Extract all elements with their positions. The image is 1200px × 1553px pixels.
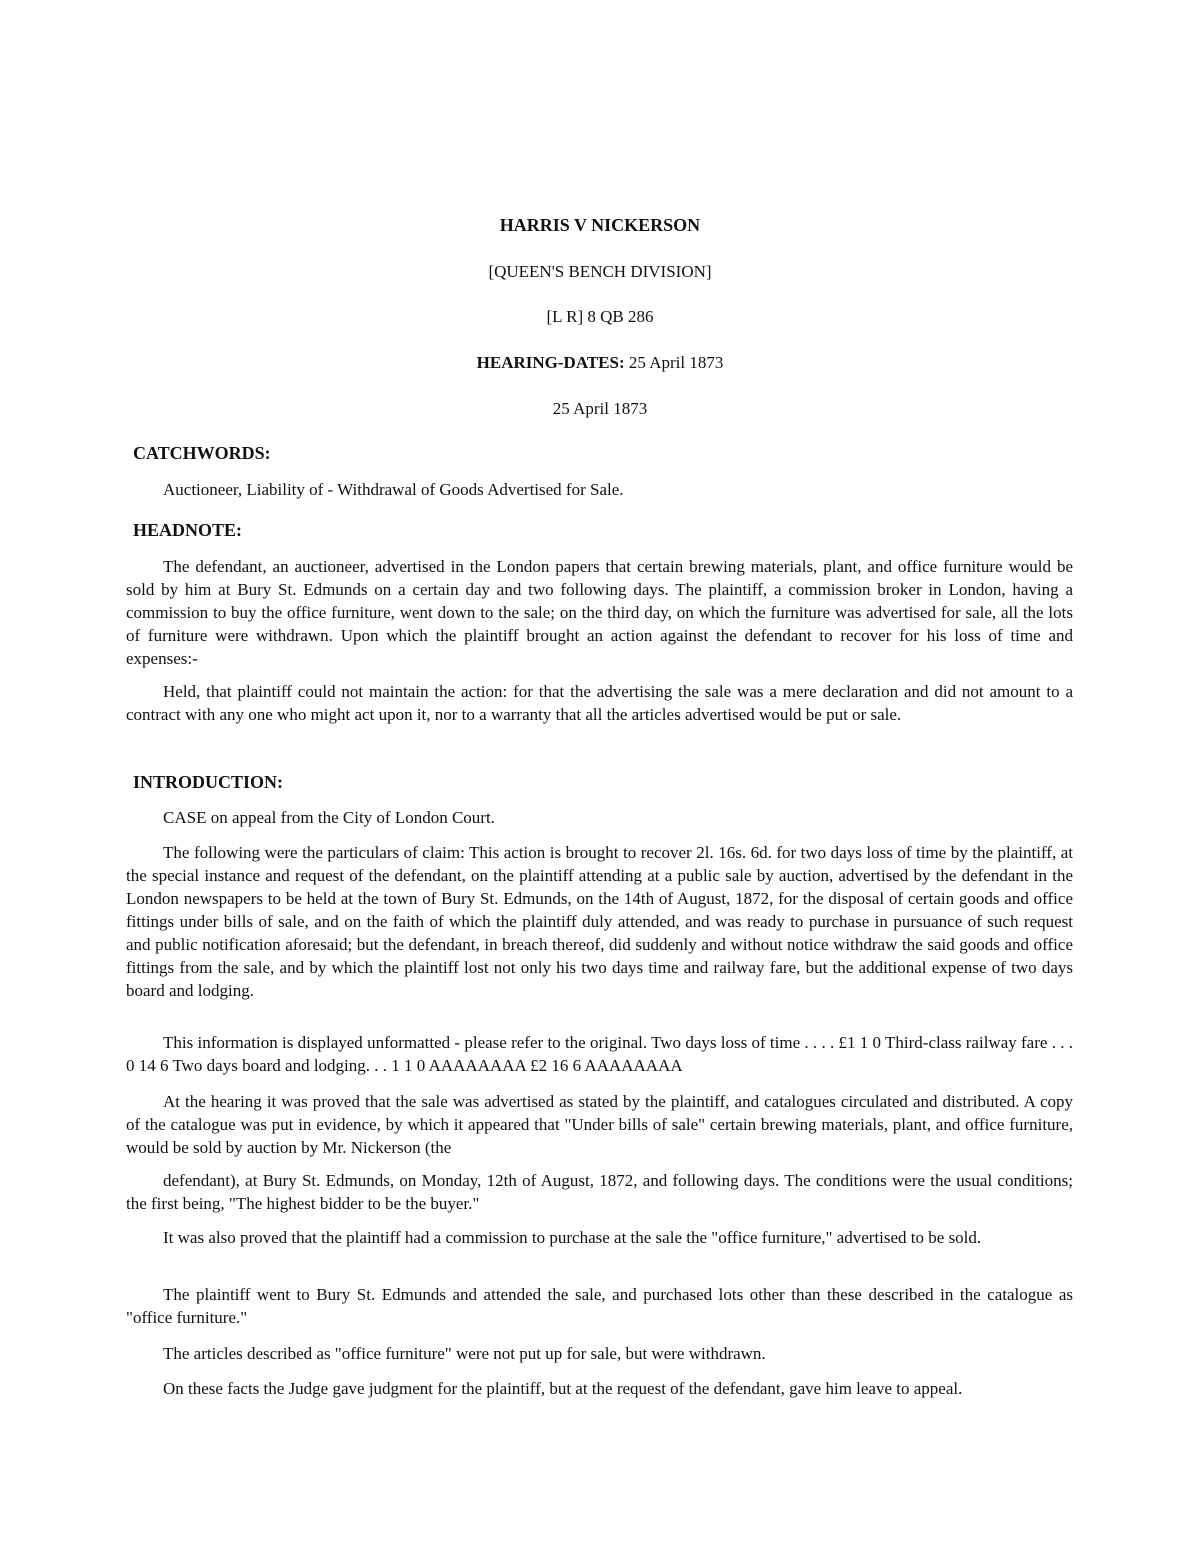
- introduction-heading: INTRODUCTION:: [133, 772, 284, 792]
- court-name: [QUEEN'S BENCH DIVISION]: [488, 262, 712, 281]
- introduction-paragraph-7: The plaintiff went to Bury St. Edmunds and attended the sale, and purchased lots other than these described in the catalogue as "office furniture.": [126, 1285, 1073, 1327]
- headnote-paragraph-2: Held, that plaintiff could not maintain the action: for that the advertising the sale was a mere declaration and did not amount to a contract with any one who might act upon it, nor to a warranty that all the articles advertised would be put or sale.: [126, 682, 1073, 724]
- headnote-heading: HEADNOTE:: [133, 520, 243, 540]
- introduction-paragraph-6: It was also proved that the plaintiff had a commission to purchase at the sale the "office furniture," advertised to be sold.: [163, 1228, 982, 1247]
- introduction-paragraph-1: CASE on appeal from the City of London Court.: [163, 808, 495, 827]
- introduction-paragraph-8: The articles described as "office furniture" were not put up for sale, but were withdrawn.: [163, 1344, 766, 1363]
- case-title: HARRIS V NICKERSON: [499, 215, 701, 235]
- decision-date: 25 April 1873: [552, 399, 648, 418]
- introduction-paragraph-2: The following were the particulars of claim: This action is brought to recover 2l. 16s. 6d. for two days loss of time by the plaintiff, at the special instance and request of the defendant, on the plaintiff attending at a public sale by auction, advertised by the defendant in the London newspapers to be held at the town of Bury St. Edmunds, on the 14th of August, 1872, for the disposal of certain goods and office fittings under bills of sale, and on the faith of which the plaintiff duly attended, and was ready to purchase in pursuance of such request and public notification aforesaid; but the defendant, in breach thereof, did suddenly and without notice withdraw the said goods and office fittings from the sale, and by which the plaintiff lost not only his two days time and railway fare, but the additional expense of two days board and lodging.: [126, 843, 1073, 1000]
- catchwords-heading: CATCHWORDS:: [133, 443, 271, 463]
- introduction-paragraph-5: defendant), at Bury St. Edmunds, on Monday, 12th of August, 1872, and following days. The conditions were the usual conditions; the first being, "The highest bidder to be the buyer.": [126, 1171, 1073, 1213]
- introduction-paragraph-9: On these facts the Judge gave judgment for the plaintiff, but at the request of the defendant, gave him leave to appeal.: [163, 1379, 963, 1398]
- citation: [L R] 8 QB 286: [546, 307, 654, 326]
- introduction-paragraph-3: This information is displayed unformatted - please refer to the original. Two days loss of time . . . . £1 1 0 Third-class railway fare . . . 0 14 6 Two days board and lodging. . . 1 1 0 AAAAAAAA £2 16 6 AAAAAAAA: [126, 1033, 1073, 1075]
- headnote-paragraph-1: The defendant, an auctioneer, advertised in the London papers that certain brewing materials, plant, and office furniture would be sold by him at Bury St. Edmunds on a certain day and two following days. The plaintiff, a commission broker in London, having a commission to buy the office furniture, went down to the sale; on the third day, on which the furniture was advertised for sale, all the lots of furniture were withdrawn. Upon which the plaintiff brought an action against the defendant to recover for his loss of time and expenses:-: [126, 557, 1073, 668]
- hearing-dates: [0, 351, 1200, 374]
- hearing-dates-value: 25 April 1873: [624, 353, 724, 372]
- introduction-paragraph-4: At the hearing it was proved that the sale was advertised as stated by the plaintiff, and catalogues circulated and distributed. A copy of the catalogue was put in evidence, by which it appeared that "Under bills of sale" certain brewing materials, plant, and office furniture, would be sold by auction by Mr. Nickerson (the: [126, 1092, 1073, 1157]
- hearing-dates-label: HEARING-DATES:: [476, 353, 625, 372]
- catchwords-text: Auctioneer, Liability of - Withdrawal of Goods Advertised for Sale.: [163, 480, 624, 499]
